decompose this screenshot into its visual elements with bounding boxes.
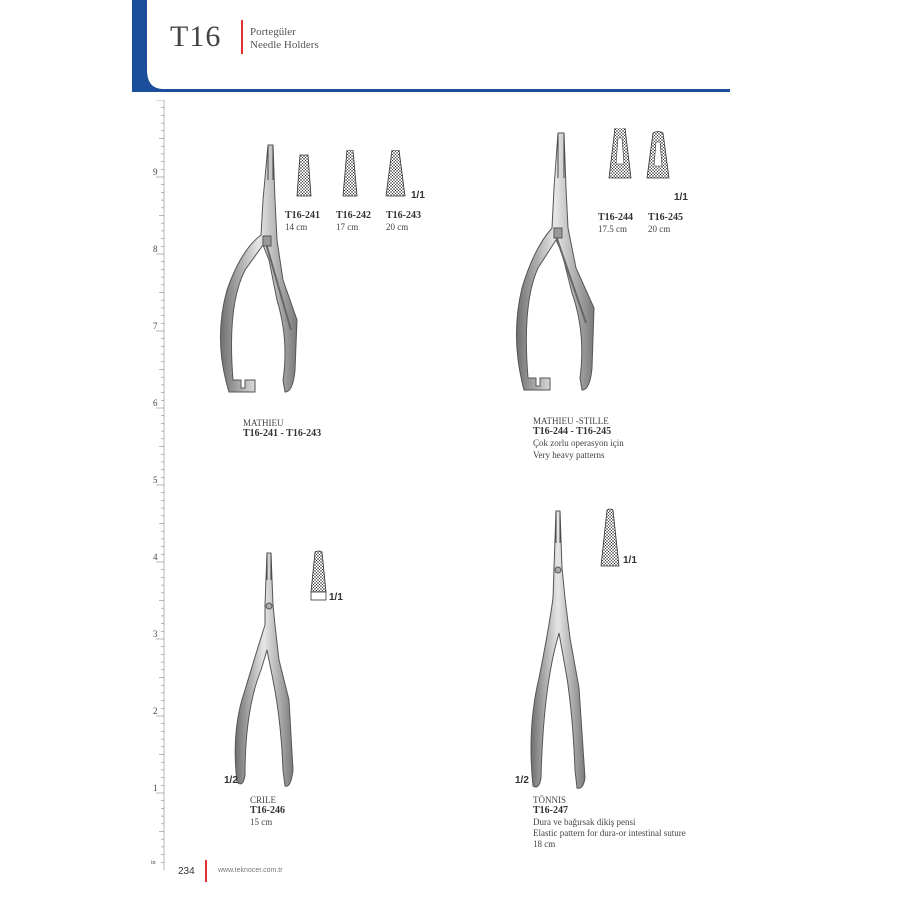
ruler-label: 9 bbox=[153, 167, 158, 177]
product-desc-en: Elastic pattern for dura-or intestinal suture bbox=[533, 828, 686, 838]
mathieu-stille-instrument-image bbox=[510, 128, 605, 398]
section-title-tr: Portegüler bbox=[250, 26, 296, 38]
header-rule bbox=[132, 89, 730, 92]
product-length: 15 cm bbox=[250, 817, 273, 827]
ruler-label: 1 bbox=[153, 783, 158, 793]
ruler-label: 6 bbox=[153, 398, 158, 408]
product-codes: T16-241 - T16-243 bbox=[243, 428, 322, 439]
ruler-label: 5 bbox=[153, 475, 158, 485]
tonnis-instrument-image bbox=[515, 508, 600, 790]
header-curve bbox=[132, 0, 162, 92]
variant-code: T16-244 bbox=[598, 212, 633, 223]
mathieu-scale: 1/1 bbox=[411, 190, 425, 201]
mathieu-stille-tips-image bbox=[605, 128, 680, 198]
ruler-label: 3 bbox=[153, 629, 158, 639]
ruler-label: 2 bbox=[153, 706, 158, 716]
variant-length: 14 cm bbox=[285, 222, 308, 232]
section-title-en: Needle Holders bbox=[250, 39, 319, 51]
variant-length: 20 cm bbox=[386, 222, 409, 232]
product-desc-tr: Çok zorlu operasyon için bbox=[533, 438, 624, 448]
tonnis-tip-image bbox=[598, 508, 623, 570]
variant-code: T16-241 bbox=[285, 210, 320, 221]
tonnis-tip-scale: 1/1 bbox=[623, 555, 637, 566]
section-code: T16 bbox=[170, 20, 222, 53]
product-code: T16-246 bbox=[250, 805, 285, 816]
product-length: 18 cm bbox=[533, 839, 556, 849]
variant-code: T16-243 bbox=[386, 210, 421, 221]
mathieu-stille-scale: 1/1 bbox=[674, 192, 688, 203]
product-name: MATHIEU bbox=[243, 418, 284, 428]
variant-length: 17 cm bbox=[336, 222, 359, 232]
mathieu-instrument-image bbox=[205, 140, 300, 400]
tonnis-body-scale: 1/2 bbox=[515, 775, 529, 786]
ruler-unit: in bbox=[151, 860, 156, 866]
product-desc-en: Very heavy patterns bbox=[533, 450, 605, 460]
variant-code: T16-242 bbox=[336, 210, 371, 221]
crile-instrument-image bbox=[225, 550, 300, 790]
title-separator bbox=[241, 20, 243, 54]
crile-tip-scale: 1/1 bbox=[329, 592, 343, 603]
footer-separator bbox=[205, 860, 207, 882]
product-name: MATHIEU -STILLE bbox=[533, 416, 609, 426]
product-desc-tr: Dura ve bağırsak dikiş pensi bbox=[533, 817, 636, 827]
product-name: CRILE bbox=[250, 795, 276, 805]
product-name: TÖNNIS bbox=[533, 795, 566, 805]
variant-length: 20 cm bbox=[648, 224, 671, 234]
ruler-label: 7 bbox=[153, 321, 158, 331]
crile-body-scale: 1/2 bbox=[224, 775, 238, 786]
mathieu-tips-image bbox=[295, 150, 425, 200]
variant-code: T16-245 bbox=[648, 212, 683, 223]
variant-length: 17.5 cm bbox=[598, 224, 627, 234]
ruler-label: 8 bbox=[153, 244, 158, 254]
product-codes: T16-244 - T16-245 bbox=[533, 426, 612, 437]
product-code: T16-247 bbox=[533, 805, 568, 816]
crile-tip-image bbox=[306, 550, 331, 605]
website-link[interactable]: www.teknocer.com.tr bbox=[218, 867, 283, 874]
page-number: 234 bbox=[178, 866, 195, 877]
ruler-label: 4 bbox=[153, 552, 158, 562]
